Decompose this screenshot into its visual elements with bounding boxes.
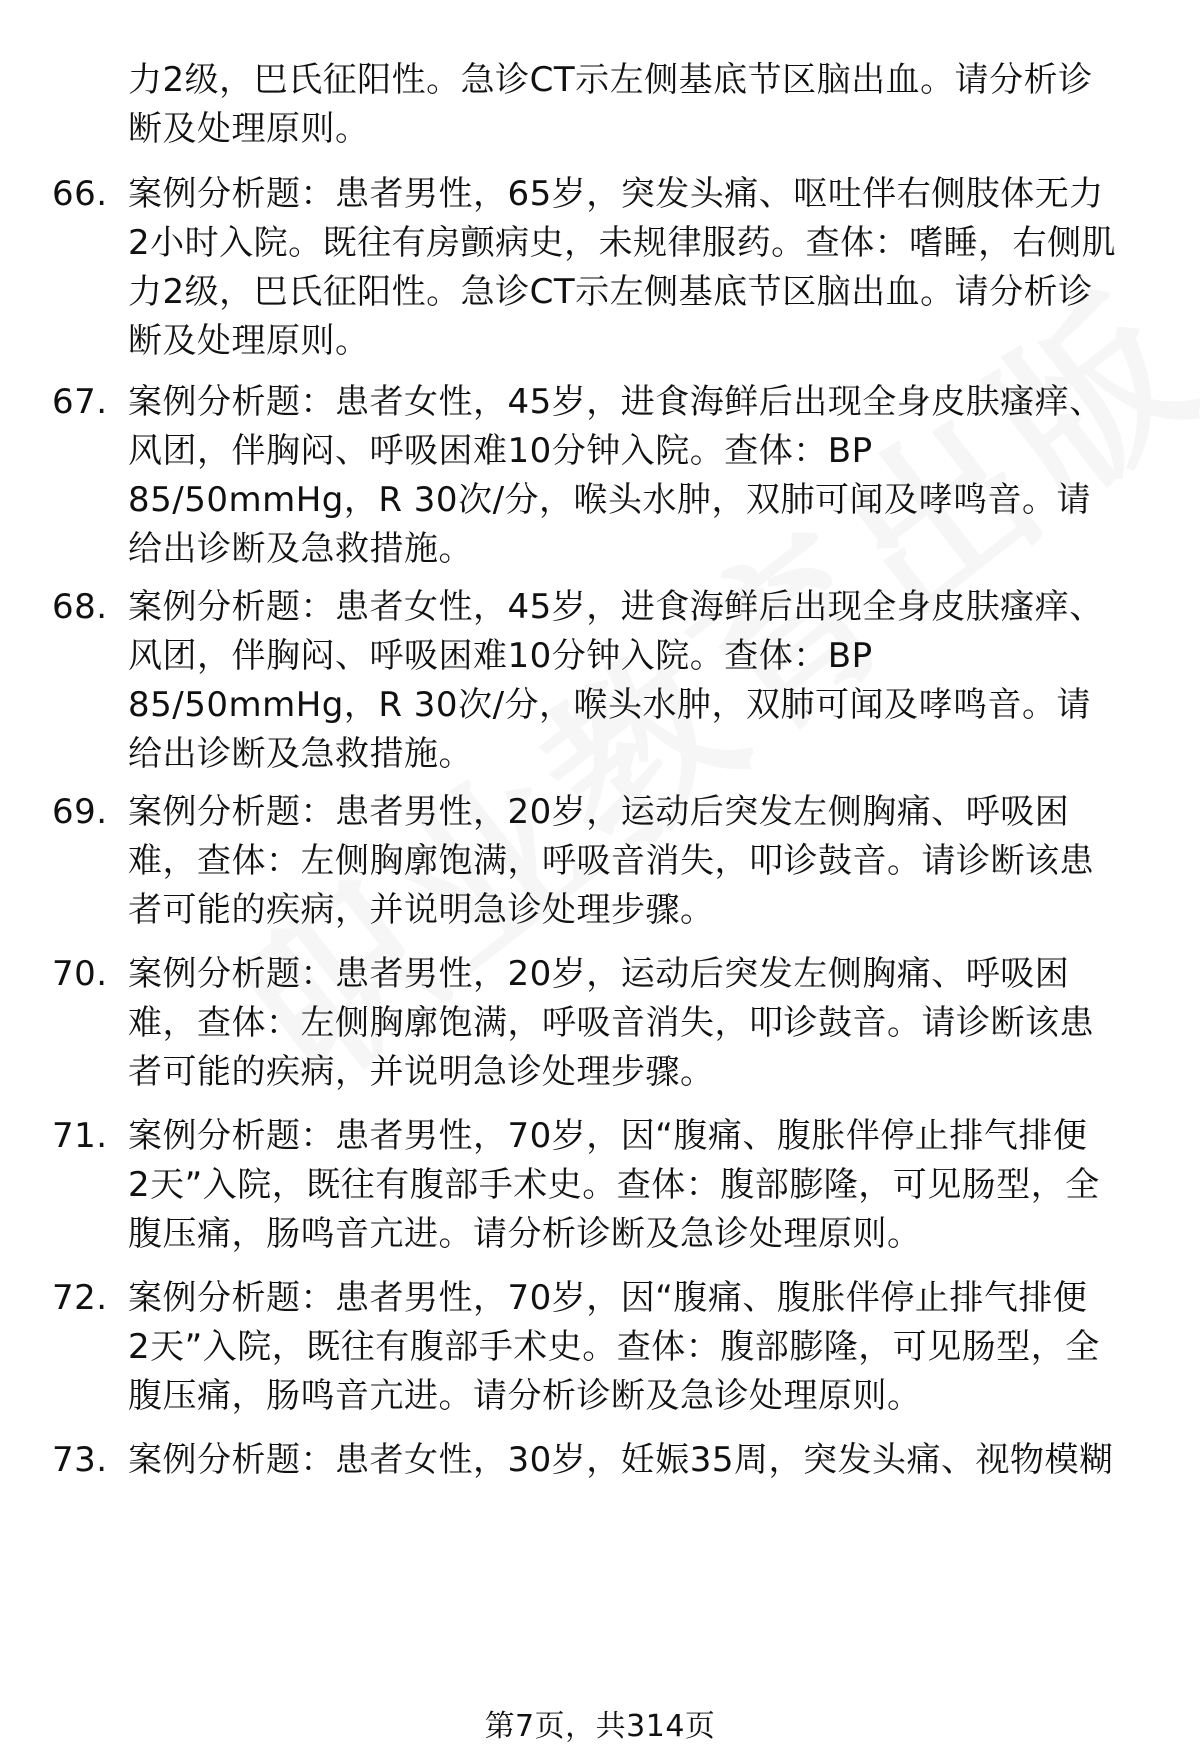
- question-number: 67.: [52, 382, 108, 422]
- text-line: 断及处理原则。: [128, 321, 370, 361]
- question-number: 68.: [52, 587, 108, 627]
- question-number: 70.: [52, 954, 108, 994]
- text-line: 案例分析题：患者女性，30岁，妊娠35周，突发头痛、视物模糊: [128, 1440, 1114, 1480]
- question-number: 72.: [52, 1278, 108, 1318]
- text-line: 腹压痛，肠鸣音亢进。请分析诊断及急诊处理原则。: [128, 1376, 922, 1416]
- page-footer: 第7页，共314页: [484, 1709, 716, 1744]
- question-body: [128, 378, 1168, 574]
- text-line: 案例分析题：患者男性，20岁，运动后突发左侧胸痛、呼吸困: [128, 792, 1070, 832]
- question-number: 73.: [52, 1440, 108, 1480]
- text-line: 案例分析题：患者男性，70岁，因“腹痛、腹胀伴停止排气排便: [128, 1278, 1088, 1318]
- question-body: [128, 1436, 1168, 1485]
- question-body: [128, 583, 1168, 779]
- text-line: 85/50mmHg，R 30次/分，喉头水肿，双肺可闻及哮鸣音。请: [128, 685, 1092, 725]
- text-line: 2天”入院，既往有腹部手术史。查体：腹部膨隆，可见肠型，全: [128, 1327, 1100, 1367]
- text-line: 案例分析题：患者男性，70岁，因“腹痛、腹胀伴停止排气排便: [128, 1116, 1088, 1156]
- question-number: 71.: [52, 1116, 108, 1156]
- text-line: 难，查体：左侧胸廓饱满，呼吸音消失，叩诊鼓音。请诊断该患: [128, 1003, 1094, 1043]
- text-line: 给出诊断及急救措施。: [128, 734, 473, 774]
- text-line: 2小时入院。既往有房颤病史，未规律服药。查体：嗜睡，右侧肌: [128, 223, 1117, 263]
- continuation-body: [128, 56, 1168, 154]
- text-line: 腹压痛，肠鸣音亢进。请分析诊断及急诊处理原则。: [128, 1214, 922, 1254]
- text-line: 力2级，巴氏征阳性。急诊CT示左侧基底节区脑出血。请分析诊: [128, 60, 1093, 100]
- question-number: 66.: [52, 174, 108, 214]
- text-line: 案例分析题：患者女性，45岁，进食海鲜后出现全身皮肤瘙痒、: [128, 382, 1104, 422]
- question-number: 69.: [52, 792, 108, 832]
- text-line: 力2级，巴氏征阳性。急诊CT示左侧基底节区脑出血。请分析诊: [128, 272, 1093, 312]
- text-line: 难，查体：左侧胸廓饱满，呼吸音消失，叩诊鼓音。请诊断该患: [128, 841, 1094, 881]
- text-line: 风团，伴胸闷、呼吸困难10分钟入院。查体：BP: [128, 431, 873, 471]
- text-line: 风团，伴胸闷、呼吸困难10分钟入院。查体：BP: [128, 636, 873, 676]
- question-body: [128, 1112, 1168, 1259]
- text-line: 者可能的疾病，并说明急诊处理步骤。: [128, 1052, 715, 1092]
- text-line: 断及处理原则。: [128, 109, 370, 149]
- text-line: 85/50mmHg，R 30次/分，喉头水肿，双肺可闻及哮鸣音。请: [128, 480, 1092, 520]
- text-line: 2天”入院，既往有腹部手术史。查体：腹部膨隆，可见肠型，全: [128, 1165, 1100, 1205]
- text-line: 案例分析题：患者男性，20岁，运动后突发左侧胸痛、呼吸困: [128, 954, 1070, 994]
- text-line: 案例分析题：患者男性，65岁，突发头痛、呕吐伴右侧肢体无力: [128, 174, 1104, 214]
- text-line: 者可能的疾病，并说明急诊处理步骤。: [128, 890, 715, 930]
- question-body: [128, 1274, 1168, 1421]
- text-line: 案例分析题：患者女性，45岁，进食海鲜后出现全身皮肤瘙痒、: [128, 587, 1104, 627]
- question-body: [128, 950, 1168, 1097]
- question-body: [128, 170, 1168, 366]
- question-body: [128, 788, 1168, 935]
- text-line: 给出诊断及急救措施。: [128, 529, 473, 569]
